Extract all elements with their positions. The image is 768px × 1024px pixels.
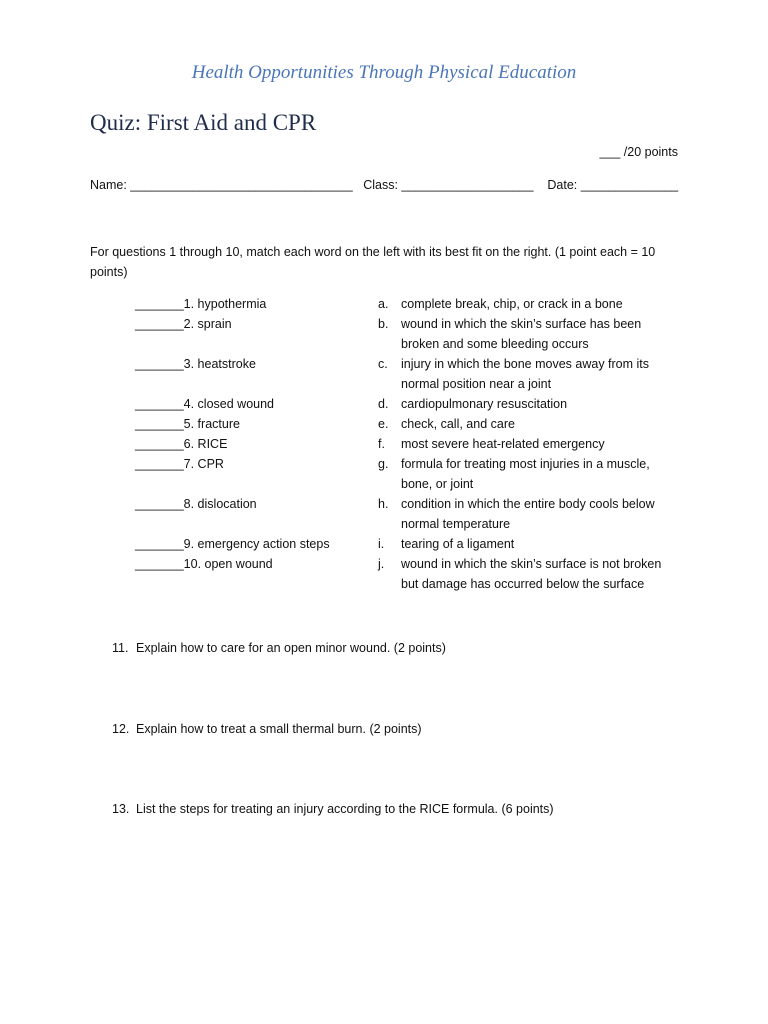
name-field: Name: ________________________________ bbox=[90, 178, 353, 192]
term: _______6. RICE bbox=[135, 437, 228, 451]
term: _______7. CPR bbox=[135, 457, 224, 471]
definition-letter: g. bbox=[378, 457, 389, 471]
match-row bbox=[0, 414, 768, 434]
matching-instructions: For questions 1 through 10, match each word on the left with its best fit on the right. (1 point each = 10 points) bbox=[90, 245, 656, 279]
definition-letter: h. bbox=[378, 497, 389, 511]
match-row bbox=[0, 314, 768, 354]
definition-text: wound in which the skin’s surface has been broken and some bleeding occurs bbox=[401, 317, 642, 351]
points-total: ___ /20 points bbox=[599, 145, 678, 159]
definition-text: complete break, chip, or crack in a bone bbox=[401, 297, 623, 311]
term: _______4. closed wound bbox=[135, 397, 275, 411]
question-12 bbox=[112, 722, 422, 736]
question-text: List the steps for treating an injury according to the RICE formula. (6 points) bbox=[136, 802, 554, 816]
class-field: Class: ___________________ bbox=[363, 178, 534, 192]
question-number: 12. bbox=[112, 722, 130, 736]
definition-text: check, call, and care bbox=[401, 417, 515, 431]
match-row bbox=[0, 394, 768, 414]
question-number: 13. bbox=[112, 802, 130, 816]
term: _______5. fracture bbox=[135, 417, 240, 431]
definition-letter: j. bbox=[378, 557, 385, 571]
definition-text: most severe heat-related emergency bbox=[401, 437, 605, 451]
definition-letter: c. bbox=[378, 357, 388, 371]
student-info-line bbox=[90, 178, 678, 192]
question-text: Explain how to treat a small thermal burn. (2 points) bbox=[136, 722, 422, 736]
match-row bbox=[0, 354, 768, 394]
question-13 bbox=[112, 802, 554, 816]
term: _______10. open wound bbox=[135, 557, 273, 571]
quiz-title: Quiz: First Aid and CPR bbox=[90, 110, 317, 135]
term: _______9. emergency action steps bbox=[135, 537, 330, 551]
term: _______8. dislocation bbox=[135, 497, 257, 511]
definition-letter: e. bbox=[378, 417, 389, 431]
question-number: 11. bbox=[112, 641, 129, 655]
term: _______3. heatstroke bbox=[135, 357, 256, 371]
definition-text: condition in which the entire body cools below normal temperature bbox=[401, 497, 655, 531]
definition-text: cardiopulmonary resuscitation bbox=[401, 397, 568, 411]
match-row bbox=[0, 454, 768, 494]
definition-letter: a. bbox=[378, 297, 389, 311]
match-row bbox=[0, 534, 768, 554]
match-row bbox=[0, 554, 768, 594]
definition-letter: i. bbox=[378, 537, 385, 551]
match-row bbox=[0, 294, 768, 314]
definition-text: formula for treating most injuries in a muscle, bone, or joint bbox=[401, 457, 650, 491]
definition-text: tearing of a ligament bbox=[401, 537, 515, 551]
matching-section bbox=[0, 294, 768, 594]
term: _______2. sprain bbox=[135, 317, 232, 331]
question-11 bbox=[112, 641, 446, 655]
page-header: Health Opportunities Through Physical Education bbox=[191, 62, 577, 83]
definition-letter: b. bbox=[378, 317, 389, 331]
definition-letter: f. bbox=[378, 437, 385, 451]
match-row bbox=[0, 494, 768, 534]
definition-text: wound in which the skin’s surface is not broken but damage has occurred below the surface bbox=[401, 557, 662, 591]
term: _______1. hypothermia bbox=[135, 297, 267, 311]
question-text: Explain how to care for an open minor wound. (2 points) bbox=[136, 641, 446, 655]
match-row bbox=[0, 434, 768, 454]
definition-text: injury in which the bone moves away from its normal position near a joint bbox=[401, 357, 650, 391]
definition-letter: d. bbox=[378, 397, 389, 411]
date-field: Date: ______________ bbox=[547, 178, 679, 192]
